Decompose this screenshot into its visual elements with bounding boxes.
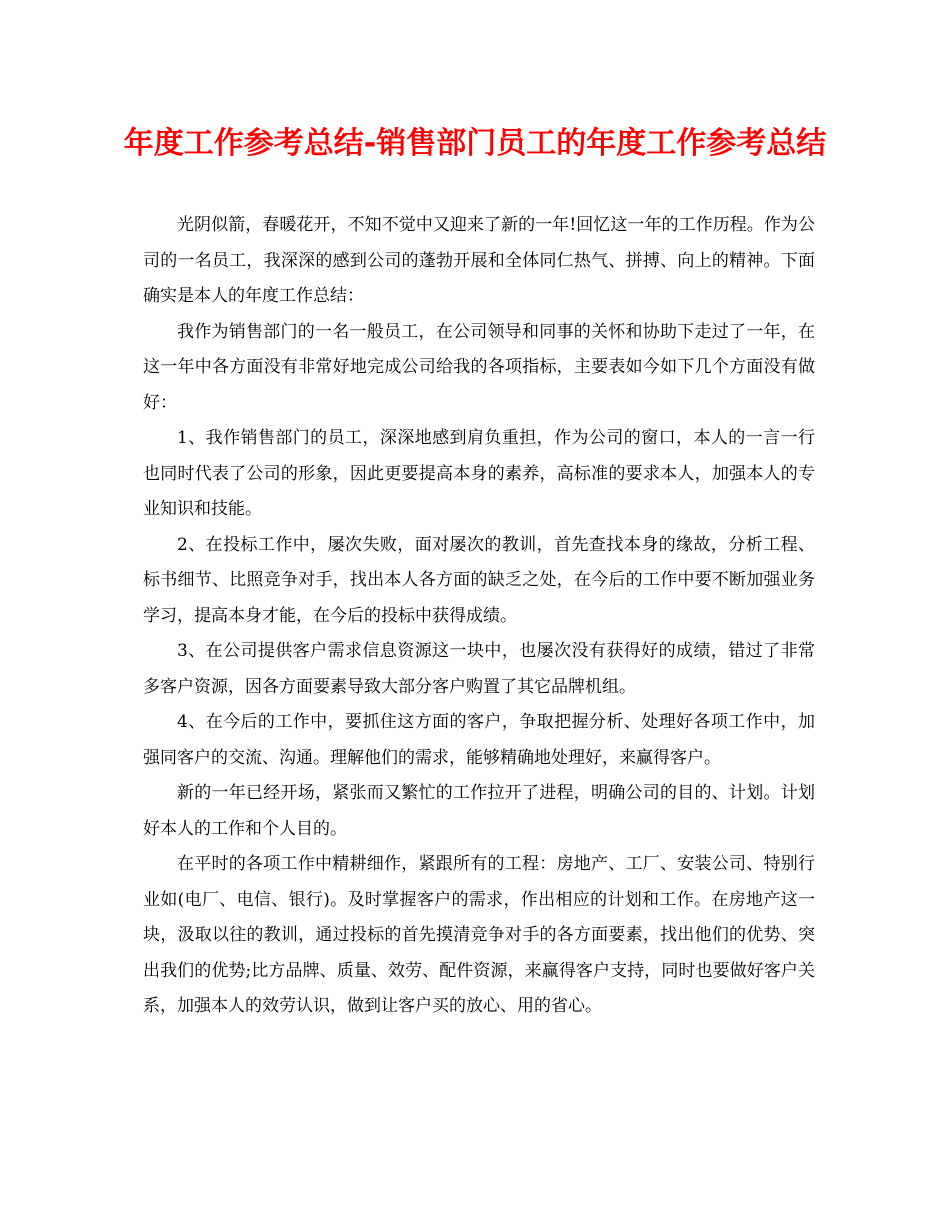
paragraph-point-3: 3、在公司提供客户需求信息资源这一块中，也屡次没有获得好的成绩，错过了非常多客户资源，因各方面要素导致大部分客户购置了其它品牌机组。 [143, 641, 815, 697]
document-title: 年度工作参考总结-销售部门员工的年度工作参考总结 [123, 126, 827, 161]
document-body [143, 208, 815, 1025]
paragraph-point-1: 1、我作销售部门的员工，深深地感到肩负重担，作为公司的窗口，本人的一言一行也同时代表了公司的形象，因此更要提高本身的素养，高标准的要求本人，加强本人的专业知识和技能。 [143, 428, 815, 519]
paragraph-new-year-plan: 新的一年已经开场，紧张而又繁忙的工作拉开了进程，明确公司的目的、计划。计划好本人的工作和个人目的。 [143, 783, 815, 839]
paragraph-self-assessment: 我作为销售部门的一名一般员工，在公司领导和同事的关怀和协助下走过了一年，在这一年中各方面没有非常好地完成公司给我的各项指标，主要表如今如下几个方面没有做好： [143, 321, 815, 413]
paragraph-intro: 光阴似箭，春暖花开，不知不觉中又迎来了新的一年!回忆这一年的工作历程。作为公司的一名员工，我深深的感到公司的蓬勃开展和全体同仁热气、拼搏、向上的精神。下面确实是本人的年度工作总结： [143, 215, 815, 306]
paragraph-point-4: 4、在今后的工作中，要抓住这方面的客户，争取把握分析、处理好各项工作中，加强同客户的交流、沟通。理解他们的需求，能够精确地处理好，来赢得客户。 [143, 712, 815, 768]
paragraph-daily-work: 在平时的各项工作中精耕细作，紧跟所有的工程：房地产、工厂、安装公司、特别行业如(电厂、电信、银行)。及时掌握客户的需求，作出相应的计划和工作。在房地产这一块，汲取以往的教训，通过投标的首先摸清竞争对手的各方面要素，找出他们的优势、突出我们的优势;比方品牌、质量、效劳、配件资源，来赢得客户支持，同时也要做好客户关系，加强本人的效劳认识，做到让客户买的放心、用的省心。 [143, 854, 815, 1016]
paragraph-point-2: 2、在投标工作中，屡次失败，面对屡次的教训，首先查找本身的缘故，分析工程、标书细节、比照竞争对手，找出本人各方面的缺乏之处，在今后的工作中要不断加强业务学习，提高本身才能，在今后的投标中获得成绩。 [143, 534, 815, 626]
